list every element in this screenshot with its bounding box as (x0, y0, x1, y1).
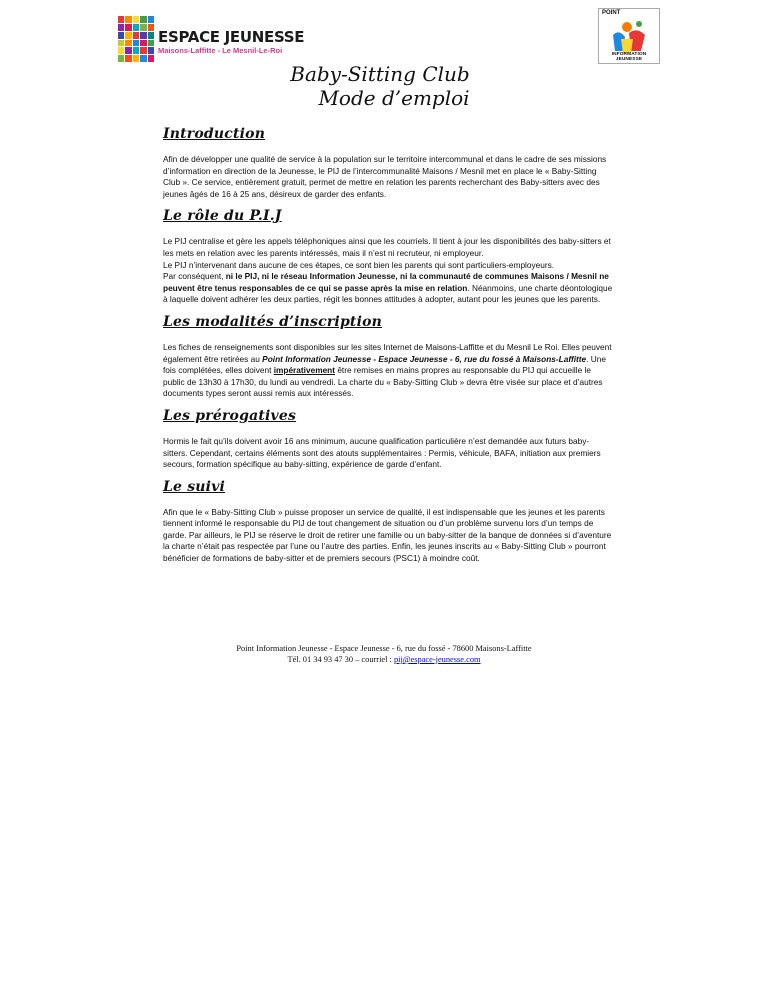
mosaic-tile (148, 40, 154, 47)
mosaic-tile (148, 16, 154, 23)
mosaic-tile (133, 40, 139, 47)
mosaic-tile (118, 40, 124, 47)
mosaic-tile (133, 24, 139, 31)
espace-jeunesse-logo (118, 16, 305, 64)
section-introduction (163, 124, 613, 200)
logo-text (158, 28, 304, 55)
mosaic-tile (125, 16, 131, 23)
mosaic-tile (133, 16, 139, 23)
mosaic-tile (125, 32, 131, 39)
section-heading: Le suivi (163, 478, 226, 495)
mosaic-tile (148, 55, 154, 62)
role-text-2: Le PIJ n’intervenant dans aucune de ces étapes, ce sont bien les parents qui sont particuliers-employeurs. (163, 259, 555, 270)
document-subtitle: Mode d’emploi (318, 86, 470, 110)
inscription-text-e: être remises en mains propres au responsable du PIJ qui accueille le public de 13h30 à 17h30, du lundi au vendredi. La charte du « Baby-Sitting Club » devra être visée sur place et d’autres documents types seront aussi remis aux intéressés. (163, 365, 603, 399)
mosaic-tile (140, 40, 146, 47)
mosaic-tile (133, 32, 139, 39)
mosaic-tile (148, 32, 154, 39)
section-prerogatives (163, 406, 613, 471)
mosaic-tile (133, 47, 139, 54)
document-body (163, 124, 613, 571)
mosaic-tile (118, 24, 124, 31)
logo-subtitle: Maisons-Laffitte - Le Mesnil-Le-Roi (158, 46, 283, 55)
mosaic-tile (140, 32, 146, 39)
mosaic-tile (118, 16, 124, 23)
role-text-1: Le PIJ centralise et gère les appels téléphoniques ainsi que les courriels. Il tient à jour les disponibilités des baby-sitters et les mets en relation avec les parents intéressés, mais il n’est ni recruteur, ni employeur. (163, 236, 611, 258)
page-footer (0, 643, 768, 665)
section-role (163, 206, 613, 306)
mosaic-tile (125, 47, 131, 54)
role-text-3a: Par conséquent, (163, 271, 226, 282)
mosaic-logo-icon (118, 16, 154, 62)
logo-title: ESPACE JEUNESSE (158, 28, 305, 46)
mosaic-tile (140, 55, 146, 62)
pij-logo-top-text: POINT (602, 10, 621, 16)
mosaic-tile (118, 32, 124, 39)
mosaic-tile (118, 47, 124, 54)
section-heading: Les prérogatives (163, 407, 297, 424)
mosaic-tile (125, 55, 131, 62)
pij-logo (598, 8, 660, 64)
section-inscription (163, 312, 613, 400)
role-text-3b-bold: ni le PIJ, ni le réseau Information Jeunesse, ni la communauté de communes Maisons / Mesnil ne peuvent être tenus responsables de ce qui se passe après la mise en relation (163, 271, 609, 293)
mosaic-tile (140, 24, 146, 31)
mosaic-tile (118, 55, 124, 62)
mosaic-tile (148, 47, 154, 54)
inscription-text-a: Les fiches de renseignements sont disponibles sur les sites Internet de Maisons-Laffitte et du Mesnil Le Roi. Elles peuvent également être retirées au (163, 341, 612, 364)
mosaic-tile (133, 55, 139, 62)
section-paragraph (163, 236, 613, 306)
mosaic-tile (140, 16, 146, 23)
mosaic-tile (148, 24, 154, 31)
document-title: Baby-Sitting Club (290, 62, 470, 86)
section-paragraph: Afin de développer une qualité de service à la population sur le territoire intercommunal et dans le cadre de ses missions d’information en direction de la Jeunesse, le PIJ de l’intercommunalité Maisons / Mesnil met en place le « Baby-Sitting Club ». Ce service, entièrement gratuit, permet de mettre en relation les parents recherchant des Baby-sitters avec des jeunes âgés de 16 à 25 ans, désireux de garder des enfants. (163, 154, 607, 199)
section-heading: Introduction (163, 126, 266, 142)
inscription-text-c: . Une fois complétées, elles doivent (163, 353, 606, 376)
pij-logo-bottom-text: INFORMATION JEUNESSE (611, 52, 647, 62)
mosaic-tile (125, 24, 131, 31)
mosaic-tile (125, 40, 131, 47)
section-paragraph: Hormis le fait qu’ils doivent avoir 16 ans minimum, aucune qualification particulière n’est demandée aux futurs baby-sitters. Cependant, certains éléments sont des atouts supplémentaires : Permis, véhicule, BAFA, initiation aux premiers secours, formation spécifique au baby-sitting, expérience de garde d’enfant. (163, 435, 601, 470)
role-text-3c: . Néanmoins, une charte déontologique à laquelle doivent adhérer les deux parties, régit les bonnes attitudes à adopter, autant pour les jeunes que les parents. (163, 282, 613, 305)
section-suivi (163, 477, 613, 565)
section-paragraph: Afin que le « Baby-Sitting Club » puisse proposer un service de qualité, il est indispensable que les jeunes et les parents tiennent informé le responsable du PIJ de tout changement de situation ou d’un problème survenu lors d’un temps de garde. Par ailleurs, le PIJ se réserve le droit de retirer une famille ou un baby-sitter de la banque de données si d’aventure la charte n’était pas respectée par l’une ou l’autre des parties. Enfin, les jeunes inscrits au « Baby-Sitting Club » pourront bénéficier de formations de baby-sitter et de premiers secours (PSC1) à moindre coût. (163, 506, 612, 564)
footer-phone: Tél. 01 34 93 47 30 – courriel : (287, 655, 394, 664)
footer-contact (0, 654, 768, 665)
footer-email-link[interactable]: pij@espace-jeunesse.com (393, 655, 481, 664)
mosaic-tile (140, 47, 146, 54)
inscription-address-bold: Point Information Jeunesse - Espace Jeunesse - 6, rue du fossé à Maisons-Laffitte (262, 353, 587, 364)
footer-address: Point Information Jeunesse - Espace Jeunesse - 6, rue du fossé - 78600 Maisons-Laffitte (236, 644, 532, 653)
section-heading: Les modalités d’inscription (163, 313, 383, 330)
inscription-imperatively: impérativement (273, 365, 336, 376)
section-heading: Le rôle du P.I.J (163, 208, 282, 225)
section-paragraph (163, 342, 613, 400)
